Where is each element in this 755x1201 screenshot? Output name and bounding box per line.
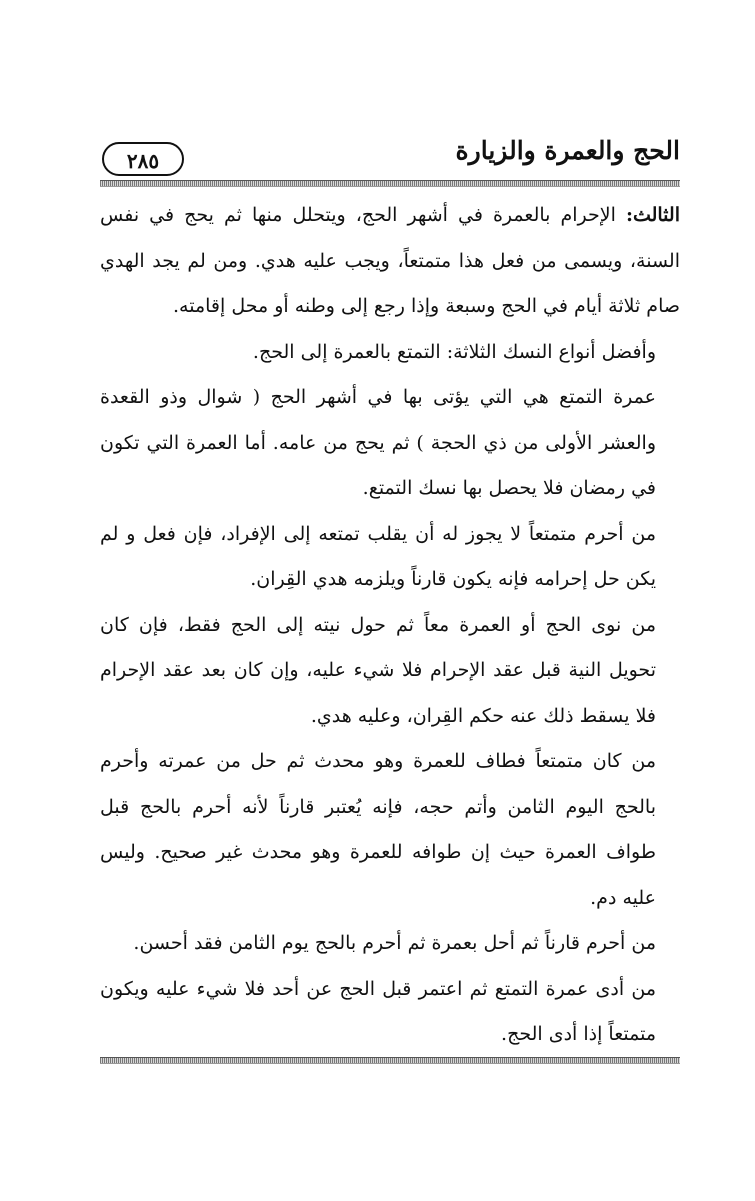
paragraph-qarin-umrah: من أحرم قارناً ثم أحل بعمرة ثم أحرم بالحج يوم الثامن فقد أحسن.: [133, 932, 656, 954]
paragraph-text: الإحرام بالعمرة في أشهر الحج، ويتحلل منها ثم يحج في نفس السنة، ويسمى من فعل هذا متمتعاً، ويجب عليه هدي. ومن لم يجد الهدي صام ثلاثة أيام في الحج وسبعة وإذا رجع إلى وطنه أو محل إقامته.: [100, 204, 680, 317]
page-body: [100, 193, 680, 1058]
header-divider: [100, 180, 680, 187]
footer-divider: [100, 1057, 680, 1064]
paragraph-lead: الثالث:: [625, 204, 680, 226]
page-number: ٢٨٥: [102, 142, 184, 176]
paragraph-tamattu-umrah: عمرة التمتع هي التي يؤتى بها في أشهر الحج ( شوال وذو القعدة والعشر الأولى من ذي الحجة ) ثم يحج من عامه. أما العمرة التي تكون في رمضان فلا يحصل بها نسك التمتع.: [100, 386, 656, 499]
paragraph-best-nusuk: وأفضل أنواع النسك الثلاثة: التمتع بالعمرة إلى الحج.: [252, 340, 656, 363]
paragraph-third-type: [100, 193, 680, 330]
paragraph-change-intention: من نوى الحج أو العمرة معاً ثم حول نيته إلى الحج فقط، فإن كان تحويل النية قبل عقد الإحرام فلا شيء عليه، وإن كان بعد عقد الإحرام فلا يسقط ذلك عنه حكم القِران، وعليه هدي.: [100, 613, 656, 727]
running-title: الحج والعمرة والزيارة: [455, 136, 680, 165]
page-header: [100, 132, 680, 184]
paragraph-change-to-ifrad: من أحرم متمتعاً لا يجوز له أن يقلب تمتعه إلى الإفراد، فإن فعل و لم يكن حل إحرامه فإنه يكون قارناً ويلزمه هدي القِران.: [100, 522, 656, 590]
paragraph-umrah-on-behalf: من أدى عمرة التمتع ثم اعتمر قبل الحج عن أحد فلا شيء عليه ويكون متمتعاً إذا أدى الحج.: [100, 977, 656, 1045]
paragraph-tawaf-impure: من كان متمتعاً فطاف للعمرة وهو محدث ثم حل من عمرته وأحرم بالحج اليوم الثامن وأتم حجه، فإنه يُعتبر قارناً لأنه أحرم بالحج قبل طواف العمرة حيث إن طوافه للعمرة وهو محدث غير صحيح. وليس عليه دم.: [100, 750, 656, 909]
